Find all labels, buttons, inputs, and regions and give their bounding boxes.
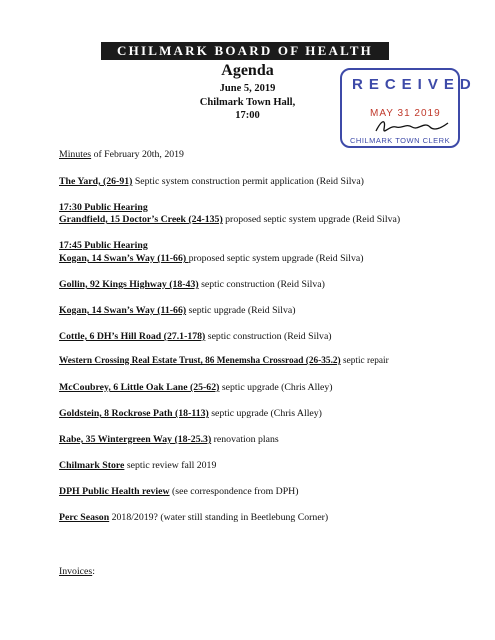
- item-title: Western Crossing Real Estate Trust, 86 Menemsha Crossroad (26-35.2): [59, 356, 341, 366]
- board-banner: CHILMARK BOARD OF HEALTH: [101, 42, 389, 60]
- agenda-item-invoices: [59, 566, 95, 577]
- item-detail: renovation plans: [211, 434, 279, 445]
- item-title: DPH Public Health review: [59, 486, 170, 497]
- item-title: 17:45 Public Hearing: [59, 240, 148, 251]
- stamp-date: MAY 31 2019: [370, 108, 441, 119]
- item-detail: proposed septic system upgrade (Reid Silva): [222, 214, 401, 225]
- agenda-item-dph-review: [59, 486, 299, 497]
- item-detail: Septic system construction permit application (Reid Silva): [132, 176, 364, 187]
- item-detail: 2018/2019? (water still standing in Beetlebung Corner): [109, 512, 329, 523]
- agenda-item-perc-season: [59, 512, 328, 523]
- agenda-item-kogan-hearing: [59, 253, 364, 264]
- agenda-title: Agenda: [221, 62, 274, 79]
- item-title: Invoices: [59, 566, 93, 577]
- stamp-heading: RECEIVED: [352, 76, 477, 93]
- agenda-item-kogan: [59, 305, 295, 316]
- agenda-item-western-crossing: [59, 356, 389, 366]
- agenda-item-gollin: [59, 279, 325, 290]
- meeting-date: June 5, 2019: [219, 83, 276, 94]
- item-title: Kogan, 14 Swan’s Way (11-66): [59, 253, 189, 264]
- item-detail: :: [92, 566, 95, 577]
- agenda-item-rabe: [59, 434, 279, 445]
- item-detail: septic construction (Reid Silva): [205, 331, 332, 342]
- item-title: Kogan, 14 Swan’s Way (11-66): [59, 305, 187, 316]
- item-detail: septic upgrade (Chris Alley): [208, 408, 322, 419]
- agenda-item-cottle: [59, 331, 332, 342]
- item-title: Chilmark Store: [59, 460, 125, 471]
- item-title: Rabe, 35 Wintergreen Way (18-25.3): [59, 434, 212, 445]
- signature-icon: [372, 115, 452, 137]
- item-title: Minutes: [59, 149, 92, 160]
- agenda-item-the-yard: [59, 176, 364, 187]
- meeting-time: 17:00: [235, 110, 260, 121]
- stamp-footer: CHILMARK TOWN CLERK: [350, 136, 451, 145]
- item-detail: septic repair: [340, 356, 389, 366]
- item-detail: of February 20th, 2019: [91, 149, 184, 160]
- agenda-item-chilmark-store: [59, 460, 216, 471]
- item-detail: septic construction (Reid Silva): [198, 279, 325, 290]
- agenda-item-goldstein: [59, 408, 322, 419]
- item-detail: (see correspondence from DPH): [169, 486, 299, 497]
- agenda-item-hearing-1730: [59, 202, 148, 213]
- item-title: McCoubrey, 6 Little Oak Lane (25-62): [59, 382, 220, 393]
- item-detail: septic upgrade (Reid Silva): [186, 305, 296, 316]
- item-title: Cottle, 6 DH’s Hill Road (27.1-178): [59, 331, 206, 342]
- item-title: Goldstein, 8 Rockrose Path (18-113): [59, 408, 209, 419]
- received-stamp: [340, 68, 477, 148]
- agenda-item-grandfield: [59, 214, 400, 225]
- item-title: The Yard, (26-91): [59, 176, 133, 187]
- agenda-item-mccoubrey: [59, 382, 333, 393]
- item-title: 17:30 Public Hearing: [59, 202, 148, 213]
- item-title: Grandfield, 15 Doctor’s Creek (24-135): [59, 214, 223, 225]
- agenda-item-minutes: [59, 149, 184, 160]
- item-detail: proposed septic system upgrade (Reid Silva): [188, 253, 364, 264]
- item-detail: septic upgrade (Chris Alley): [219, 382, 333, 393]
- meeting-location: Chilmark Town Hall,: [199, 97, 296, 108]
- item-title: Perc Season: [59, 512, 110, 523]
- agenda-item-hearing-1745: [59, 240, 148, 251]
- item-title: Gollin, 92 Kings Highway (18-43): [59, 279, 199, 290]
- item-detail: septic review fall 2019: [124, 460, 217, 471]
